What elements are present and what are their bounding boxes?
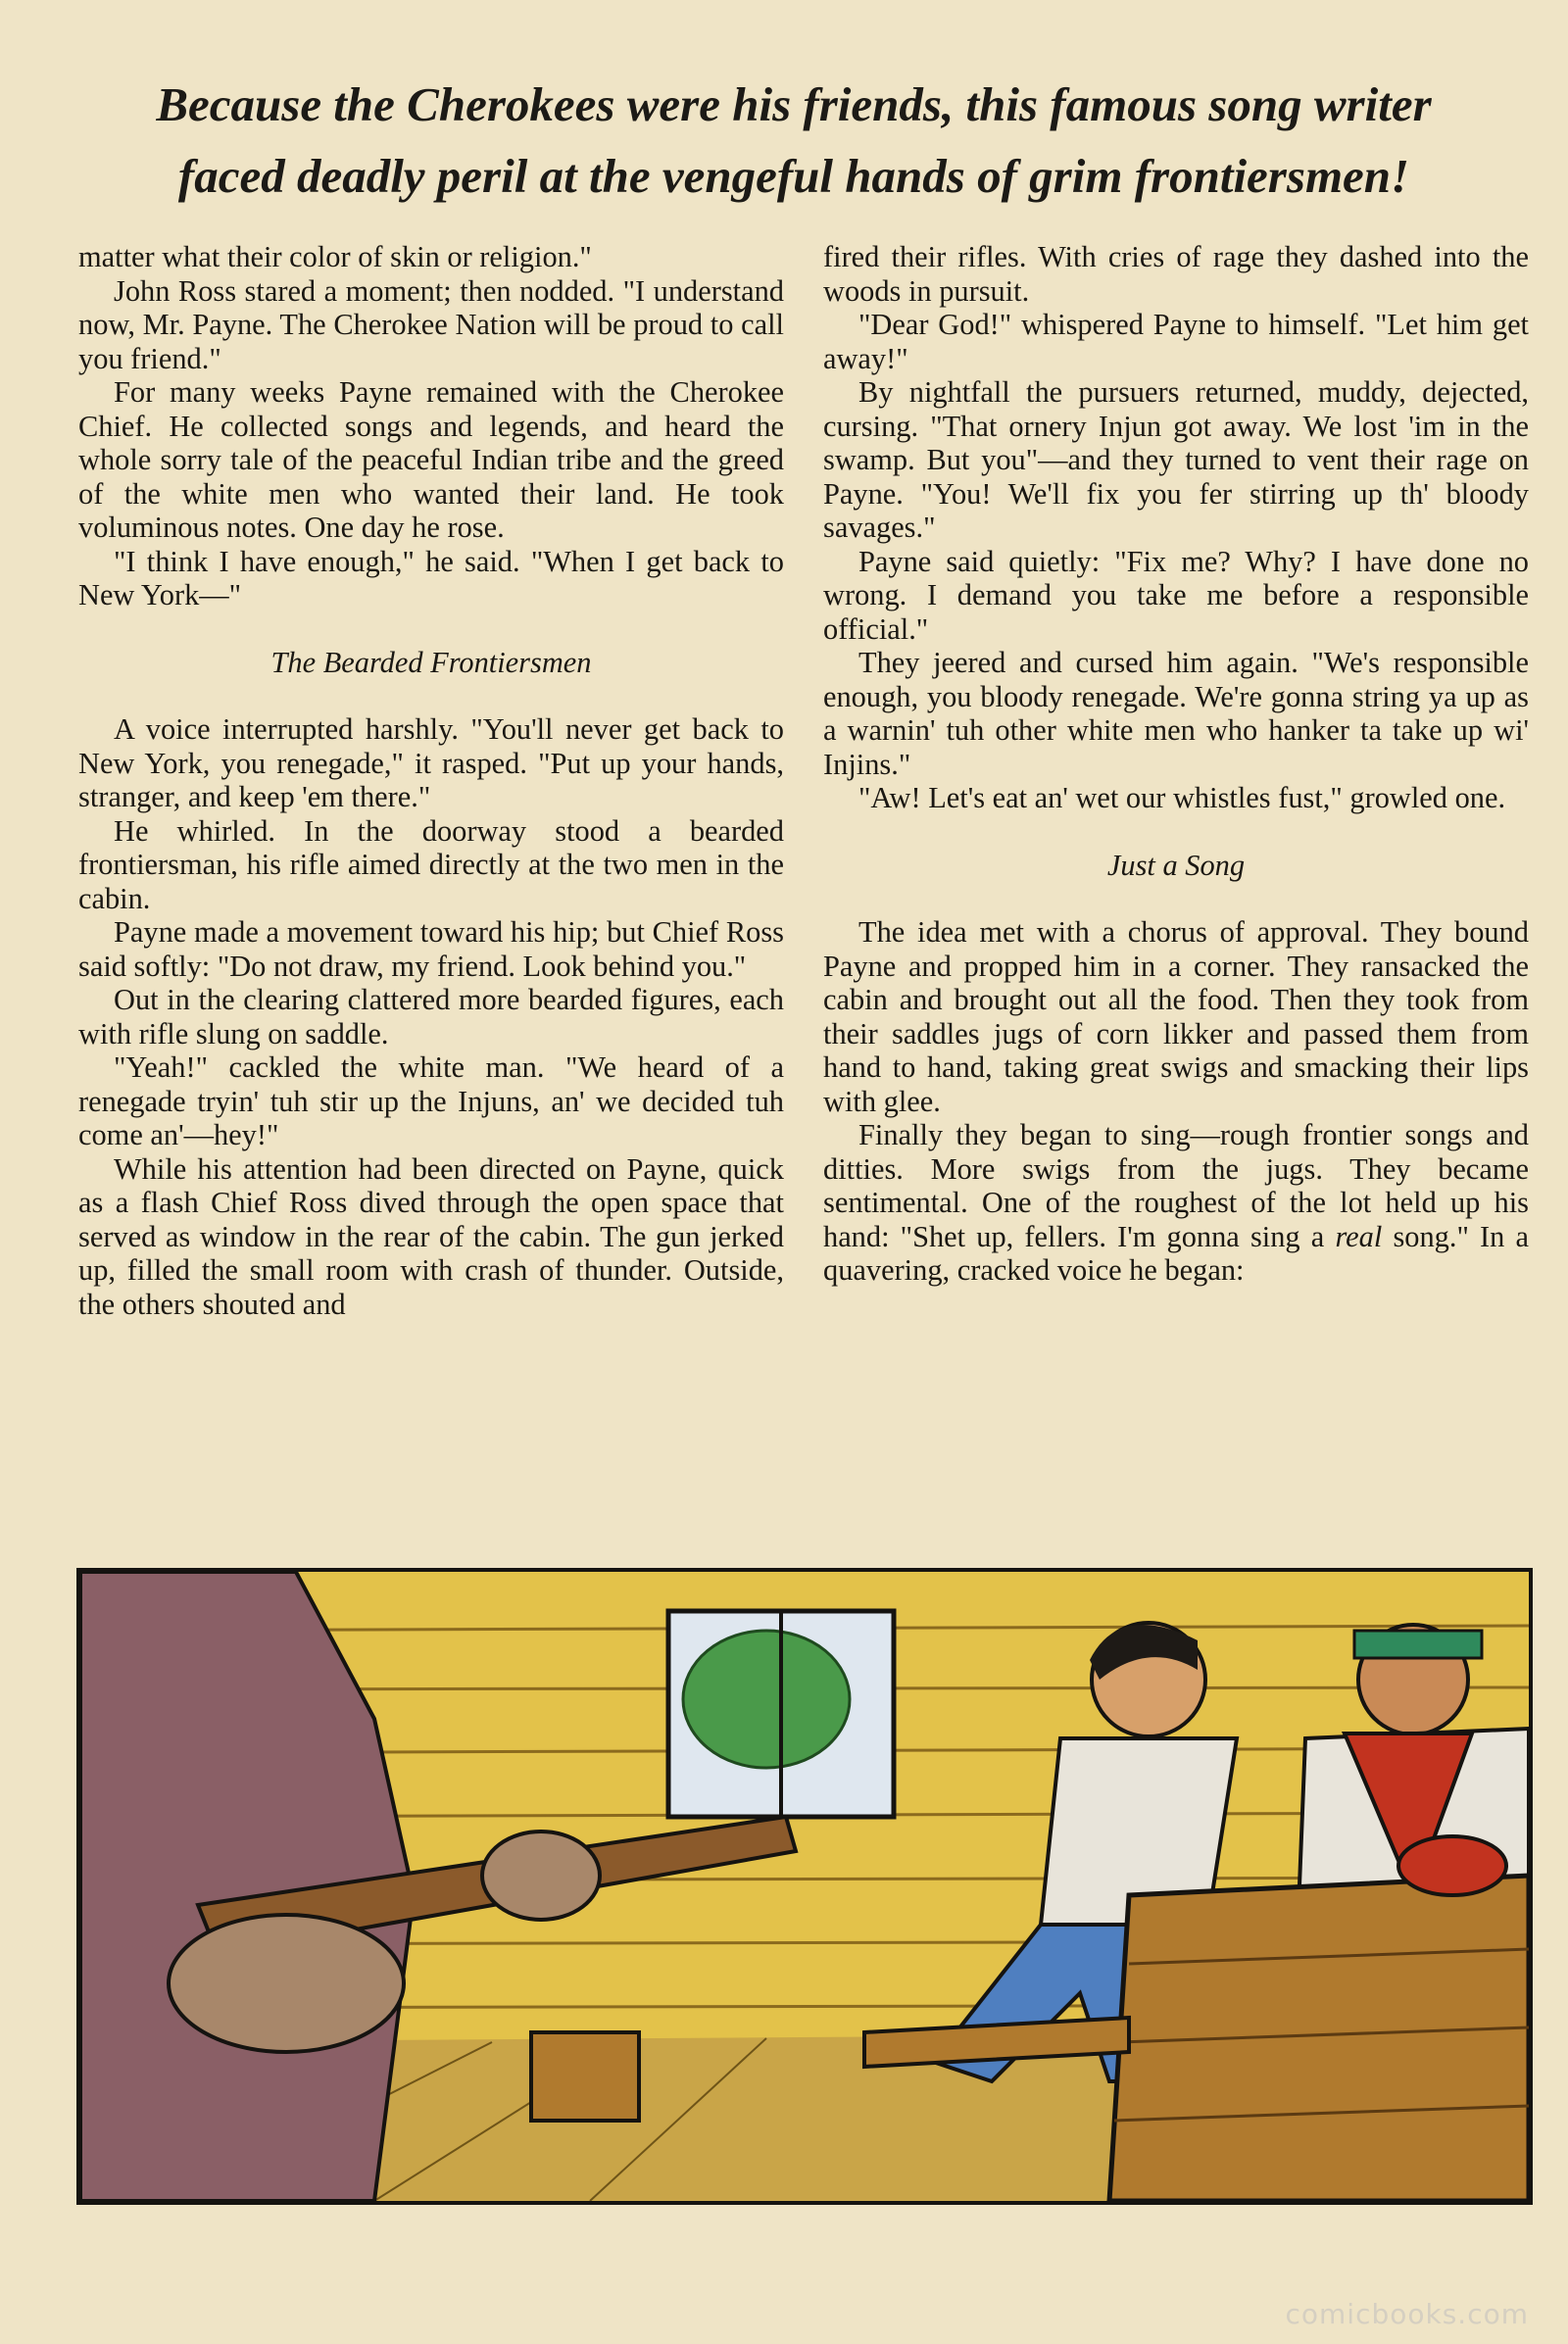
frontiersman-hand	[169, 1915, 404, 2052]
paragraph: They jeered and cursed him again. "We's responsible enough, you bloody renegade. We're gonna string ya up as a warnin' tuh other white men who hanker ta take up wi' Injins."	[823, 646, 1529, 781]
wooden-table	[1109, 1876, 1529, 2201]
paragraph: Payne made a movement toward his hip; but Chief Ross said softly: "Do not draw, my friend. Look behind you."	[78, 915, 784, 983]
paragraph: "Dear God!" whispered Payne to himself. "Let him get away!"	[823, 308, 1529, 375]
paragraph: "I think I have enough," he said. "When I get back to New York—"	[78, 544, 784, 611]
paragraph: Out in the clearing clattered more bearded figures, each with rifle slung on saddle.	[78, 983, 784, 1050]
comic-panel-illustration	[76, 1568, 1533, 2205]
headline-line-2: faced deadly peril at the vengeful hands of grim frontiersmen!	[177, 149, 1410, 203]
paragraph: matter what their color of skin or religion."	[78, 240, 592, 273]
right-text-column	[823, 240, 1529, 1288]
paragraph: fired their rifles. With cries of rage they dashed into the woods in pursuit.	[823, 240, 1529, 308]
paragraph: Payne said quietly: "Fix me? Why? I have done no wrong. I demand you take me before a responsible official."	[823, 544, 1529, 646]
page-headline	[78, 69, 1509, 212]
headline-line-1: Because the Cherokees were his friends, this famous song writer	[156, 77, 1432, 131]
paragraph: A voice interrupted harshly. "You'll never get back to New York, you renegade," it rasped. "Put up your hands, stranger, and keep 'em there."	[78, 712, 784, 813]
paragraph: The idea met with a chorus of approval. They bound Payne and propped him in a corner. They ransacked the cabin and brought out all the food. Then they took from their saddles jugs of corn likker and passed them from hand to hand, taking great swigs and smacking their lips with glee.	[823, 915, 1529, 1118]
paragraph: For many weeks Payne remained with the Cherokee Chief. He collected songs and legends, and heard the whole sorry tale of the peaceful Indian tribe and the greed of the white men who wanted their land. He took voluminous notes. One day he rose.	[78, 375, 784, 544]
section-subheading: The Bearded Frontiersmen	[270, 645, 592, 679]
chief-ross-headband	[1354, 1631, 1482, 1658]
paragraph: John Ross stared a moment; then nodded. "I understand now, Mr. Payne. The Cherokee Nation will be proud to call you friend."	[78, 273, 784, 375]
paragraph: "Aw! Let's eat an' wet our whistles fust," growled one.	[858, 781, 1506, 814]
left-text-column	[78, 240, 784, 1321]
frontiersman-hand	[482, 1831, 600, 1920]
leather-bag	[531, 2032, 639, 2121]
section-subheading: Just a Song	[1106, 848, 1246, 882]
jug	[1398, 1836, 1506, 1895]
paragraph: While his attention had been directed on Payne, quick as a flash Chief Ross dived through the open space that served as window in the rear of the cabin. The gun jerked up, filled the small room with crash of thunder. Outside, the others shouted and	[78, 1151, 784, 1321]
watermark: comicbooks.com	[1285, 2298, 1529, 2330]
tree-foliage	[683, 1631, 850, 1768]
paragraph	[823, 1118, 1529, 1288]
paragraph-tail: song." In a quavering, cracked voice he began:	[823, 1219, 1529, 1287]
paragraph: "Yeah!" cackled the white man. "We heard of a renegade tryin' tuh stir up the Injuns, an' we decided tuh come an'—hey!"	[78, 1050, 784, 1151]
paragraph-text: Finally they began to sing—rough frontier songs and ditties. More swigs from the jugs. They became sentimental. One of the roughest of the lot held up his hand: "Shet up, fellers. I'm gonna sing a	[823, 1118, 1529, 1253]
paragraph: By nightfall the pursuers returned, muddy, dejected, cursing. "That ornery Injun got away. We lost 'im in the swamp. But you"—and they turned to vent their rage on Payne. "You! We'll fix you fer stirring up th' bloody savages."	[823, 375, 1529, 544]
emphasis-text: real	[1335, 1219, 1383, 1253]
illustration-scene	[80, 1572, 1529, 2201]
paragraph: He whirled. In the doorway stood a bearded frontiersman, his rifle aimed directly at the two men in the cabin.	[78, 813, 784, 915]
